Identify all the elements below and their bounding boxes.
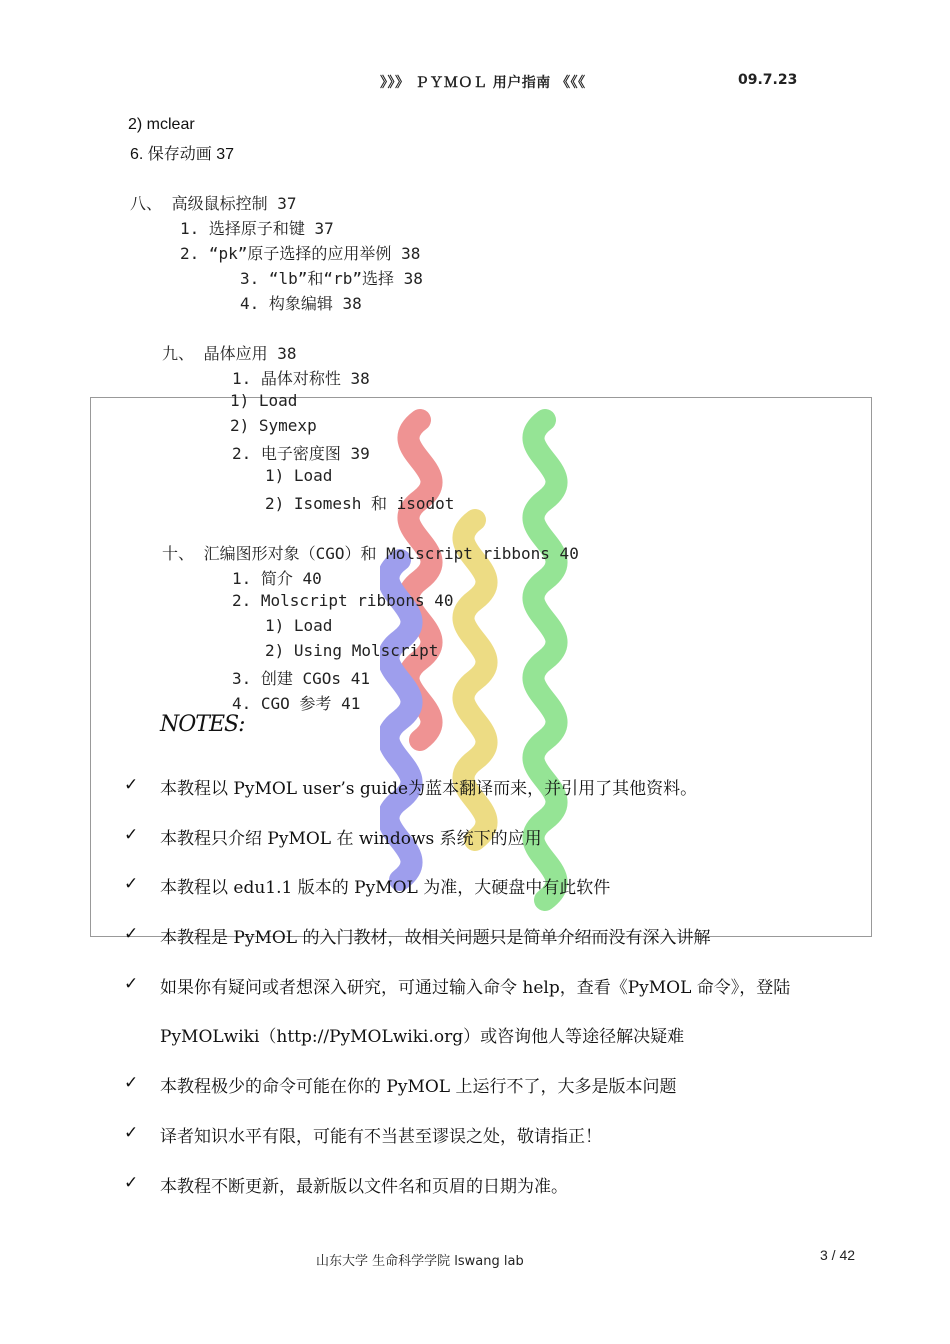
toc-section-heading: 九、 晶体应用 38: [162, 344, 297, 363]
note-item: 本教程极少的命令可能在你的 PyMOL 上运行不了，大多是版本问题: [160, 1077, 677, 1097]
note-item: 本教程是 PyMOL 的入门教材，故相关问题只是简单介绍而没有深入讲解: [160, 928, 711, 948]
toc-line: 2) mclear: [128, 116, 195, 133]
checkmark-icon: ✓: [124, 1123, 139, 1143]
toc-line: 2. 电子密度图 39: [232, 444, 370, 463]
toc-line: 4. 构象编辑 38: [240, 294, 362, 313]
checkmark-icon: ✓: [124, 874, 139, 894]
toc-line: 2. Molscript ribbons 40: [232, 591, 454, 610]
note-item: 译者知识水平有限，可能有不当甚至谬误之处，敬请指正！: [160, 1127, 602, 1147]
note-item-continuation: PyMOLwiki（http://PyMOLwiki.org）或咨询他人等途径解决疑难: [160, 1027, 685, 1047]
toc-line: 6. 保存动画 37: [130, 146, 235, 163]
toc-section-heading: 十、 汇编图形对象（CGO）和 Molscript ribbons 40: [162, 544, 579, 563]
toc-line: 1. 晶体对称性 38: [232, 369, 370, 388]
note-item: 本教程以 PyMOL user’s guide为蓝本翻译而来，并引用了其他资料。: [160, 779, 698, 799]
checkmark-icon: ✓: [124, 825, 139, 845]
note-item: 本教程以 edu1.1 版本的 PyMOL 为准，大硬盘中有此软件: [160, 878, 611, 898]
checkmark-icon: ✓: [124, 1173, 139, 1193]
checkmark-icon: ✓: [124, 775, 139, 795]
toc-line: 4. CGO 参考 41: [232, 694, 361, 713]
notes-title: NOTES:: [160, 712, 245, 737]
toc-line: 1) Load: [230, 391, 298, 410]
note-item: 本教程不断更新，最新版以文件名和页眉的日期为准。: [160, 1177, 568, 1197]
checkmark-icon: ✓: [124, 924, 139, 944]
page-header-title: 》》》 ＰＹＭＯＬ 用户指南 《《《: [380, 75, 586, 91]
toc-line: 2) Isomesh 和 isodot: [265, 494, 455, 513]
page-footer: 山东大学 生命科学学院 lswang lab: [316, 1254, 524, 1269]
toc-line: 2) Symexp: [230, 416, 317, 435]
page-number: 3 / 42: [820, 1247, 856, 1263]
toc-line: 3. 创建 CGOs 41: [232, 669, 370, 688]
page-header-date: 09.7.23: [738, 72, 798, 88]
toc-line: 3. “lb”和“rb”选择 38: [240, 269, 423, 288]
note-item: 如果你有疑问或者想深入研究，可通过输入命令 help，查看《PyMOL 命令》，登陆: [160, 978, 791, 998]
toc-line: 1. 选择原子和键 37: [180, 219, 334, 238]
toc-section-heading: 八、 高级鼠标控制 37: [130, 194, 297, 213]
checkmark-icon: ✓: [124, 1073, 139, 1093]
checkmark-icon: ✓: [124, 974, 139, 994]
toc-line: 1. 简介 40: [232, 569, 322, 588]
toc-line: 1) Load: [265, 466, 333, 485]
toc-line: 2) Using Molscript: [265, 641, 439, 660]
note-item: 本教程只介绍 PyMOL 在 windows 系统下的应用: [160, 829, 542, 849]
toc-line: 2. “pk”原子选择的应用举例 38: [180, 244, 421, 263]
content-frame: [90, 397, 872, 937]
toc-line: 1) Load: [265, 616, 333, 635]
